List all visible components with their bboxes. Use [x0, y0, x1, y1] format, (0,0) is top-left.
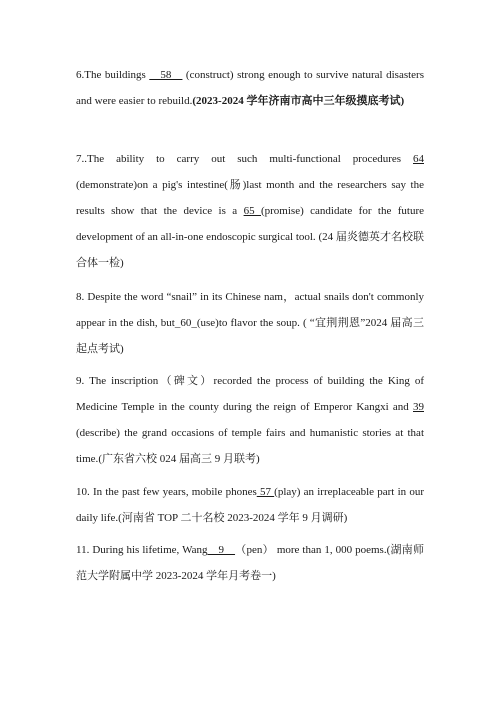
question-11 [76, 537, 424, 589]
question-text: （pen） more than 1, 000 poems. [234, 544, 387, 556]
source-note: (24 届炎德英才名校联合体一检) [76, 231, 424, 269]
question-9 [76, 368, 424, 472]
question-text: (describe) the grand occasions of temple fairs and humanistic stories at that time. [76, 427, 424, 465]
question-text: 10. In the past few years, mobile phones [76, 486, 257, 498]
answer-blank: 64 [413, 153, 424, 165]
source-note: (湖南师范大学附属中学 2023-2024 学年月考卷一) [76, 544, 424, 582]
question-10 [76, 479, 424, 531]
question-text: 8. Despite the word “snail” in its Chinese nam，actual snails don't commonly appear in the dish, but [76, 291, 424, 329]
source-note: (广东省六校 024 届高三 9 月联考) [98, 453, 260, 465]
question-text: (demonstrate)on a pig's intestine(肠)last month and the researchers say the results show that the device is a [76, 179, 424, 217]
answer-blank: 39 [413, 401, 424, 413]
answer-blank: 65 [243, 205, 261, 217]
question-6 [76, 62, 424, 114]
source-note: (河南省 TOP 二十名校 2023-2024 学年 9 月调研) [118, 512, 348, 524]
question-text: 11. During his lifetime, Wang [76, 544, 208, 556]
source-note: ( “宜荆荆恩”2024 届高三起点考试) [76, 317, 424, 355]
answer-blank: __9__ [207, 544, 235, 556]
question-7 [76, 146, 424, 276]
source-note: (2023-2024 学年济南市高中三年级摸底考试) [192, 95, 405, 107]
question-text: (use)to flavor the soup. [196, 317, 303, 329]
question-8 [76, 284, 424, 362]
question-text: (promise) candidate for the future development of an all-in-one endoscopic surgical tool. [76, 205, 425, 243]
question-text: (construct) strong enough to survive natural disasters and were easier to rebuild. [76, 69, 424, 107]
answer-blank: _60_ [174, 317, 197, 329]
answer-blank: 57 [256, 486, 275, 498]
question-text: 7..The ability to carry out such multi-functional procedures [76, 153, 413, 165]
answer-blank: __58__ [149, 69, 183, 81]
question-text: 6.The buildings [76, 69, 150, 81]
question-text: (play) an irreplaceable part in our daily life. [76, 486, 424, 524]
question-text: 9. The inscription（碑文）recorded the process of building the King of Medicine Temple in the county during the reign of Emperor Kangxi and [76, 375, 424, 413]
